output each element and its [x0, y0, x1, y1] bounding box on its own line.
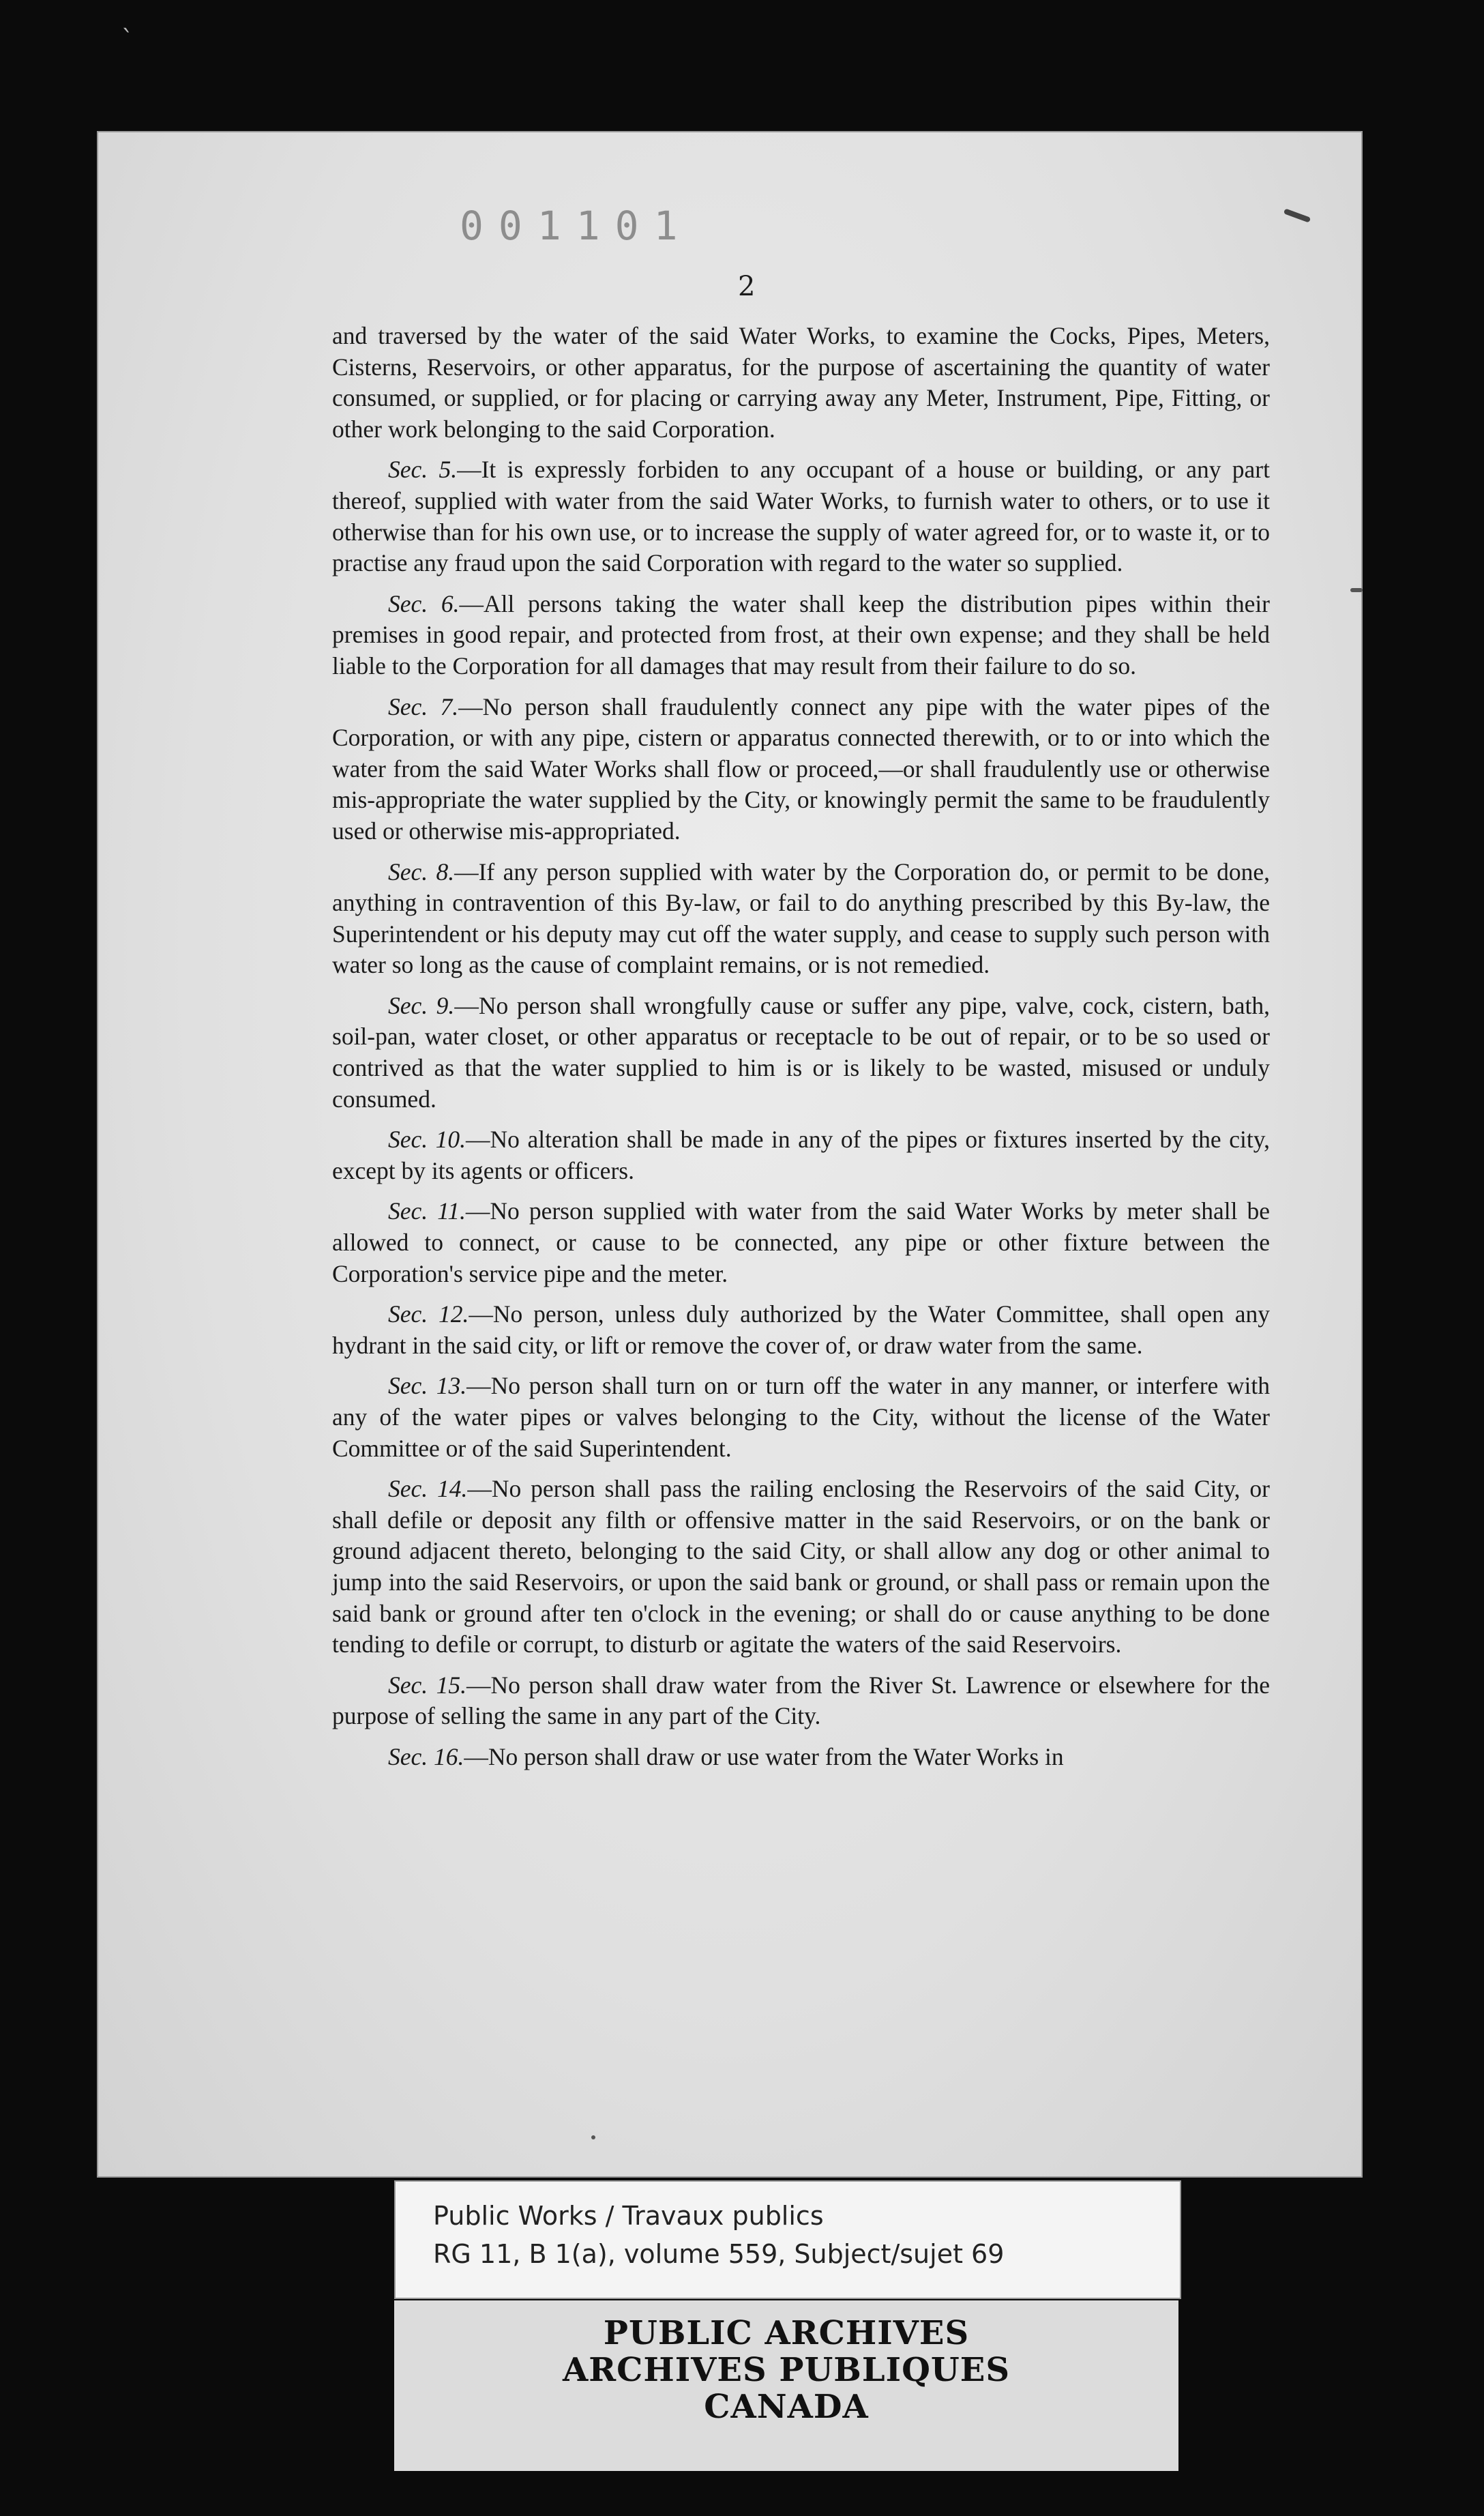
section-text: —No person, unless duly authorized by the Water Committee, shall open any hydrant in the said city, or lift or remove the cover of, or draw water from the same.	[332, 1300, 1271, 1359]
section-label: Sec. 16.	[388, 1742, 464, 1770]
section-10	[332, 1124, 1270, 1186]
section-text: —No person supplied with water from the said Water Works by meter shall be allowed to connect, or cause to be connected, any pipe or other fixture between the Corporation's service pipe and the meter.	[332, 1197, 1270, 1287]
section-text: —No person shall wrongfully cause or suffer any pipe, valve, cock, cistern, bath, soil-pan, water closet, or other apparatus or receptacle to be out of repair, or to be so used or contrived as that the water supplied to him is or is likely to be wasted, misused or unduly consumed.	[332, 991, 1271, 1113]
paper-speck	[591, 2135, 595, 2139]
section-text: —No person shall draw water from the River St. Lawrence or elsewhere for the purpose of selling the same in any part of the City.	[332, 1671, 1271, 1730]
section-text: —No person shall fraudulently connect any pipe with the water pipes of the Corporation, or with any pipe, cistern or apparatus connected therewith, or to or into which the water from the said Water Works shall flow or proceed,—or shall fraudulently use or otherwise mis-appropriate the water supplied by the City, or knowingly permit the same to be fraudulently used or otherwise mis-appropriated.	[332, 692, 1271, 845]
paper-speck	[1283, 208, 1311, 222]
section-15	[332, 1670, 1270, 1732]
section-label: Sec. 12.	[388, 1300, 469, 1328]
section-label: Sec. 5.	[388, 456, 458, 484]
paragraph-continuation	[332, 321, 1270, 445]
section-6	[332, 589, 1270, 682]
section-text: —No person shall turn on or turn off the water in any manner, or interfere with any of the water pipes or valves belonging to the City, without the license of the Water Committee or of the said Superintendent.	[332, 1372, 1270, 1462]
section-5	[332, 454, 1270, 579]
section-12	[332, 1299, 1270, 1361]
section-text: —It is expressly forbiden to any occupant of a house or building, or any part thereof, supplied with water from the said Water Works, to furnish water to others, or to use it otherwise than for his own use, or to increase the supply of water agreed for, or to waste it, or to practise any fraud upon the said Corporation with regard to the water so supplied.	[332, 456, 1270, 577]
section-label: Sec. 13.	[388, 1372, 467, 1400]
section-label: Sec. 11.	[388, 1197, 466, 1225]
section-text: —If any person supplied with water by the Corporation do, or permit to be done, anything in contravention of this By-law, or fail to do anything prescribed by this By-law, the Superintendent or his deputy may cut off the water supply, and cease to supply such person with water so long as the cause of complaint remains, or is not remedied.	[332, 858, 1270, 979]
section-label: Sec. 10.	[388, 1126, 466, 1154]
page-number: 2	[738, 271, 756, 302]
section-label: Sec. 6.	[388, 589, 460, 617]
section-label: Sec. 14.	[388, 1475, 468, 1503]
archives-line-country: CANADA	[704, 2388, 869, 2426]
section-9	[332, 991, 1270, 1115]
section-label: Sec. 8.	[388, 858, 455, 886]
scan-tick-mark: `	[121, 26, 134, 54]
section-11	[332, 1196, 1270, 1289]
archive-number-stamp: 001101	[460, 203, 693, 249]
section-text: —All persons taking the water shall keep the distribution pipes within their premises in good repair, and protected from frost, at their own expense; and they shall be held liable to the Corporation for all damages that may result from their failure to do so.	[332, 589, 1271, 679]
label-department: Public Works / Travaux publics	[433, 2201, 824, 2231]
section-13	[332, 1371, 1270, 1464]
section-8	[332, 857, 1270, 981]
archives-line-english: PUBLIC ARCHIVES	[603, 2314, 970, 2352]
archives-line-french: ARCHIVES PUBLIQUES	[563, 2351, 1010, 2389]
label-reference: RG 11, B 1(a), volume 559, Subject/sujet 69	[433, 2239, 1005, 2269]
section-text: —No person shall draw or use water from the Water Works in	[464, 1742, 1064, 1770]
paper-speck	[1350, 588, 1363, 592]
section-14	[332, 1474, 1270, 1661]
bylaw-body-text	[332, 321, 1270, 1783]
section-7	[332, 692, 1270, 847]
section-label: Sec. 9.	[388, 991, 455, 1019]
section-text: —No person shall pass the railing enclosing the Reservoirs of the said City, or shall defile or deposit any filth or offensive matter in the said Reservoirs, or on the bank or ground adjacent thereto, belonging to the said City, or shall allow any dog or other animal to jump into the said Reservoirs, or upon the said bank or ground, or shall pass or remain upon the said bank or ground after ten o'clock in the evening; or shall do or cause anything to be done tending to defile or corrupt, to disturb or agitate the waters of the said Reservoirs.	[332, 1475, 1270, 1658]
archive-reference-label	[394, 2180, 1181, 2299]
section-label: Sec. 15.	[388, 1671, 466, 1699]
document-page	[97, 131, 1363, 2178]
paragraph-text: and traversed by the water of the said Water Works, to examine the Cocks, Pipes, Meters, Cisterns, Reservoirs, or other apparatus, for the purpose of ascertaining the quantity of water consumed, or supplied, or for placing or carrying away any Meter, Instrument, Pipe, Fitting, or other work belonging to the said Corporation.	[332, 322, 1270, 443]
section-label: Sec. 7.	[388, 692, 459, 720]
public-archives-stamp	[394, 2300, 1178, 2471]
section-text: —No alteration shall be made in any of the pipes or fixtures inserted by the city, except by its agents or officers.	[332, 1126, 1271, 1184]
section-16	[332, 1742, 1270, 1773]
